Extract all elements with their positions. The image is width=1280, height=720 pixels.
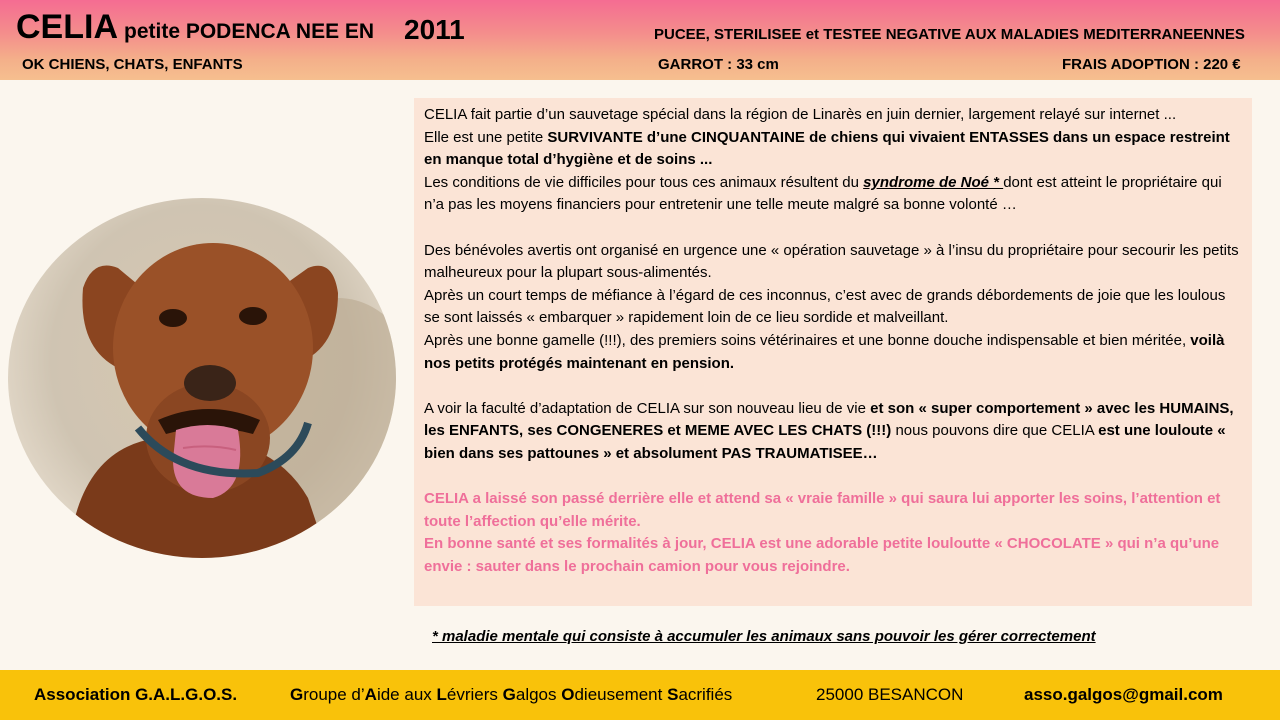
group-initial: G bbox=[502, 685, 516, 704]
footnote: * maladie mentale qui consiste à accumuler les animaux sans pouvoir les gérer correctement bbox=[432, 628, 1096, 645]
dog-photo bbox=[8, 198, 396, 558]
behavior-intro: A voir la faculté d’adaptation de CELIA sur son nouveau lieu de vie bbox=[424, 399, 871, 417]
dog-description: petite PODENCA NEE EN bbox=[124, 20, 375, 43]
group-word: algos bbox=[515, 685, 562, 704]
behavior-mid: nous pouvons dire que CELIA bbox=[891, 422, 1099, 440]
header-banner bbox=[0, 0, 1280, 80]
paragraph-health: En bonne santé et ses formalités à jour, CELIA est une adorable petite louloutte « CHOCOLATE » qui n’a qu’une envie : sauter dans le prochain camion pour vous rejoindre. bbox=[424, 535, 1220, 575]
association-fullname bbox=[290, 685, 732, 705]
syndrome-term: syndrome de Noé * bbox=[863, 173, 1004, 191]
description-panel bbox=[414, 98, 1252, 606]
compatibility: OK CHIENS, CHATS, ENFANTS bbox=[22, 56, 243, 73]
paragraph-trust: Après un court temps de méfiance à l’égard de ces inconnus, c’est avec de grands débordements de joie que les loulous se sont laissés « embarquer » rapidement loin de ce lieu sordide et malveillant. bbox=[424, 286, 1226, 327]
group-initial: L bbox=[436, 685, 447, 704]
survivor-bold: SURVIVANTE d’une CINQUANTAINE de chiens qui vivaient ENTASSES dans un espace restreint en manque total d’hygiène et de soins ... bbox=[424, 128, 1230, 169]
adoption-fee: FRAIS ADOPTION : 220 € bbox=[1062, 56, 1241, 73]
health-status: PUCEE, STERILISEE et TESTEE NEGATIVE AUX MALADIES MEDITERRANEENNES bbox=[654, 26, 1245, 43]
care-bold: voilà nos petits protégés maintenant en pension. bbox=[424, 331, 1225, 372]
group-initial: A bbox=[364, 685, 377, 704]
paragraph-family: CELIA a laissé son passé derrière elle et attend sa « vraie famille » qui saura lui apporter les soins, l’attention et toute l’affection qu’elle mérite. bbox=[424, 490, 1221, 530]
dog-name: CELIA bbox=[16, 8, 118, 46]
group-word: roupe d’ bbox=[303, 685, 365, 704]
conditions-intro: Les conditions de vie difficiles pour tous ces animaux résultent du bbox=[424, 173, 864, 191]
survivor-intro: Elle est une petite bbox=[424, 128, 548, 146]
care-intro: Après une bonne gamelle (!!!), des premiers soins vétérinaires et une bonne douche indispensable et bien méritée, bbox=[424, 331, 1191, 349]
paragraph-survivor bbox=[424, 127, 1242, 172]
conditions-rest: dont est atteint le propriétaire qui n’a pas les moyens financiers pour entretenir une telle meute malgré sa bonne volonté … bbox=[424, 173, 1222, 214]
birth-year: 2011 bbox=[404, 14, 465, 45]
group-initial: S bbox=[667, 685, 679, 704]
footer-bar bbox=[0, 670, 1280, 720]
garrot-height: GARROT : 33 cm bbox=[658, 56, 779, 73]
paragraph-behavior bbox=[424, 398, 1242, 466]
behavior-bold: et son « super comportement » avec les HUMAINS, les ENFANTS, ses CONGENERES et MEME AVEC LES CHATS (!!!) bbox=[424, 399, 1234, 440]
paragraph-care bbox=[424, 330, 1242, 375]
email-address[interactable]: asso.galgos@gmail.com bbox=[1024, 685, 1223, 704]
group-initial: O bbox=[561, 685, 575, 704]
group-word: ide aux bbox=[376, 685, 437, 704]
group-word: acrifiés bbox=[678, 685, 733, 704]
behavior-end: est une louloute « bien dans ses pattounes » et absolument PAS TRAUMATISEE… bbox=[424, 422, 1226, 462]
dog-illustration bbox=[8, 198, 396, 558]
paragraph-rescue: CELIA fait partie d’un sauvetage spécial dans la région de Linarès en juin dernier, largement relayé sur internet ... bbox=[424, 106, 1177, 123]
group-word: évriers bbox=[446, 685, 503, 704]
paragraph-volunteers: Des bénévoles avertis ont organisé en urgence une « opération sauvetage » à l’insu du propriétaire pour secourir les petits malheureux pour la plupart sous-alimentés. bbox=[424, 241, 1239, 282]
city: 25000 BESANCON bbox=[816, 685, 964, 704]
paragraph-conditions bbox=[424, 172, 1242, 217]
group-initial: G bbox=[290, 685, 304, 704]
group-word: dieusement bbox=[574, 685, 668, 704]
association-name: Association G.A.L.G.O.S. bbox=[34, 685, 238, 704]
